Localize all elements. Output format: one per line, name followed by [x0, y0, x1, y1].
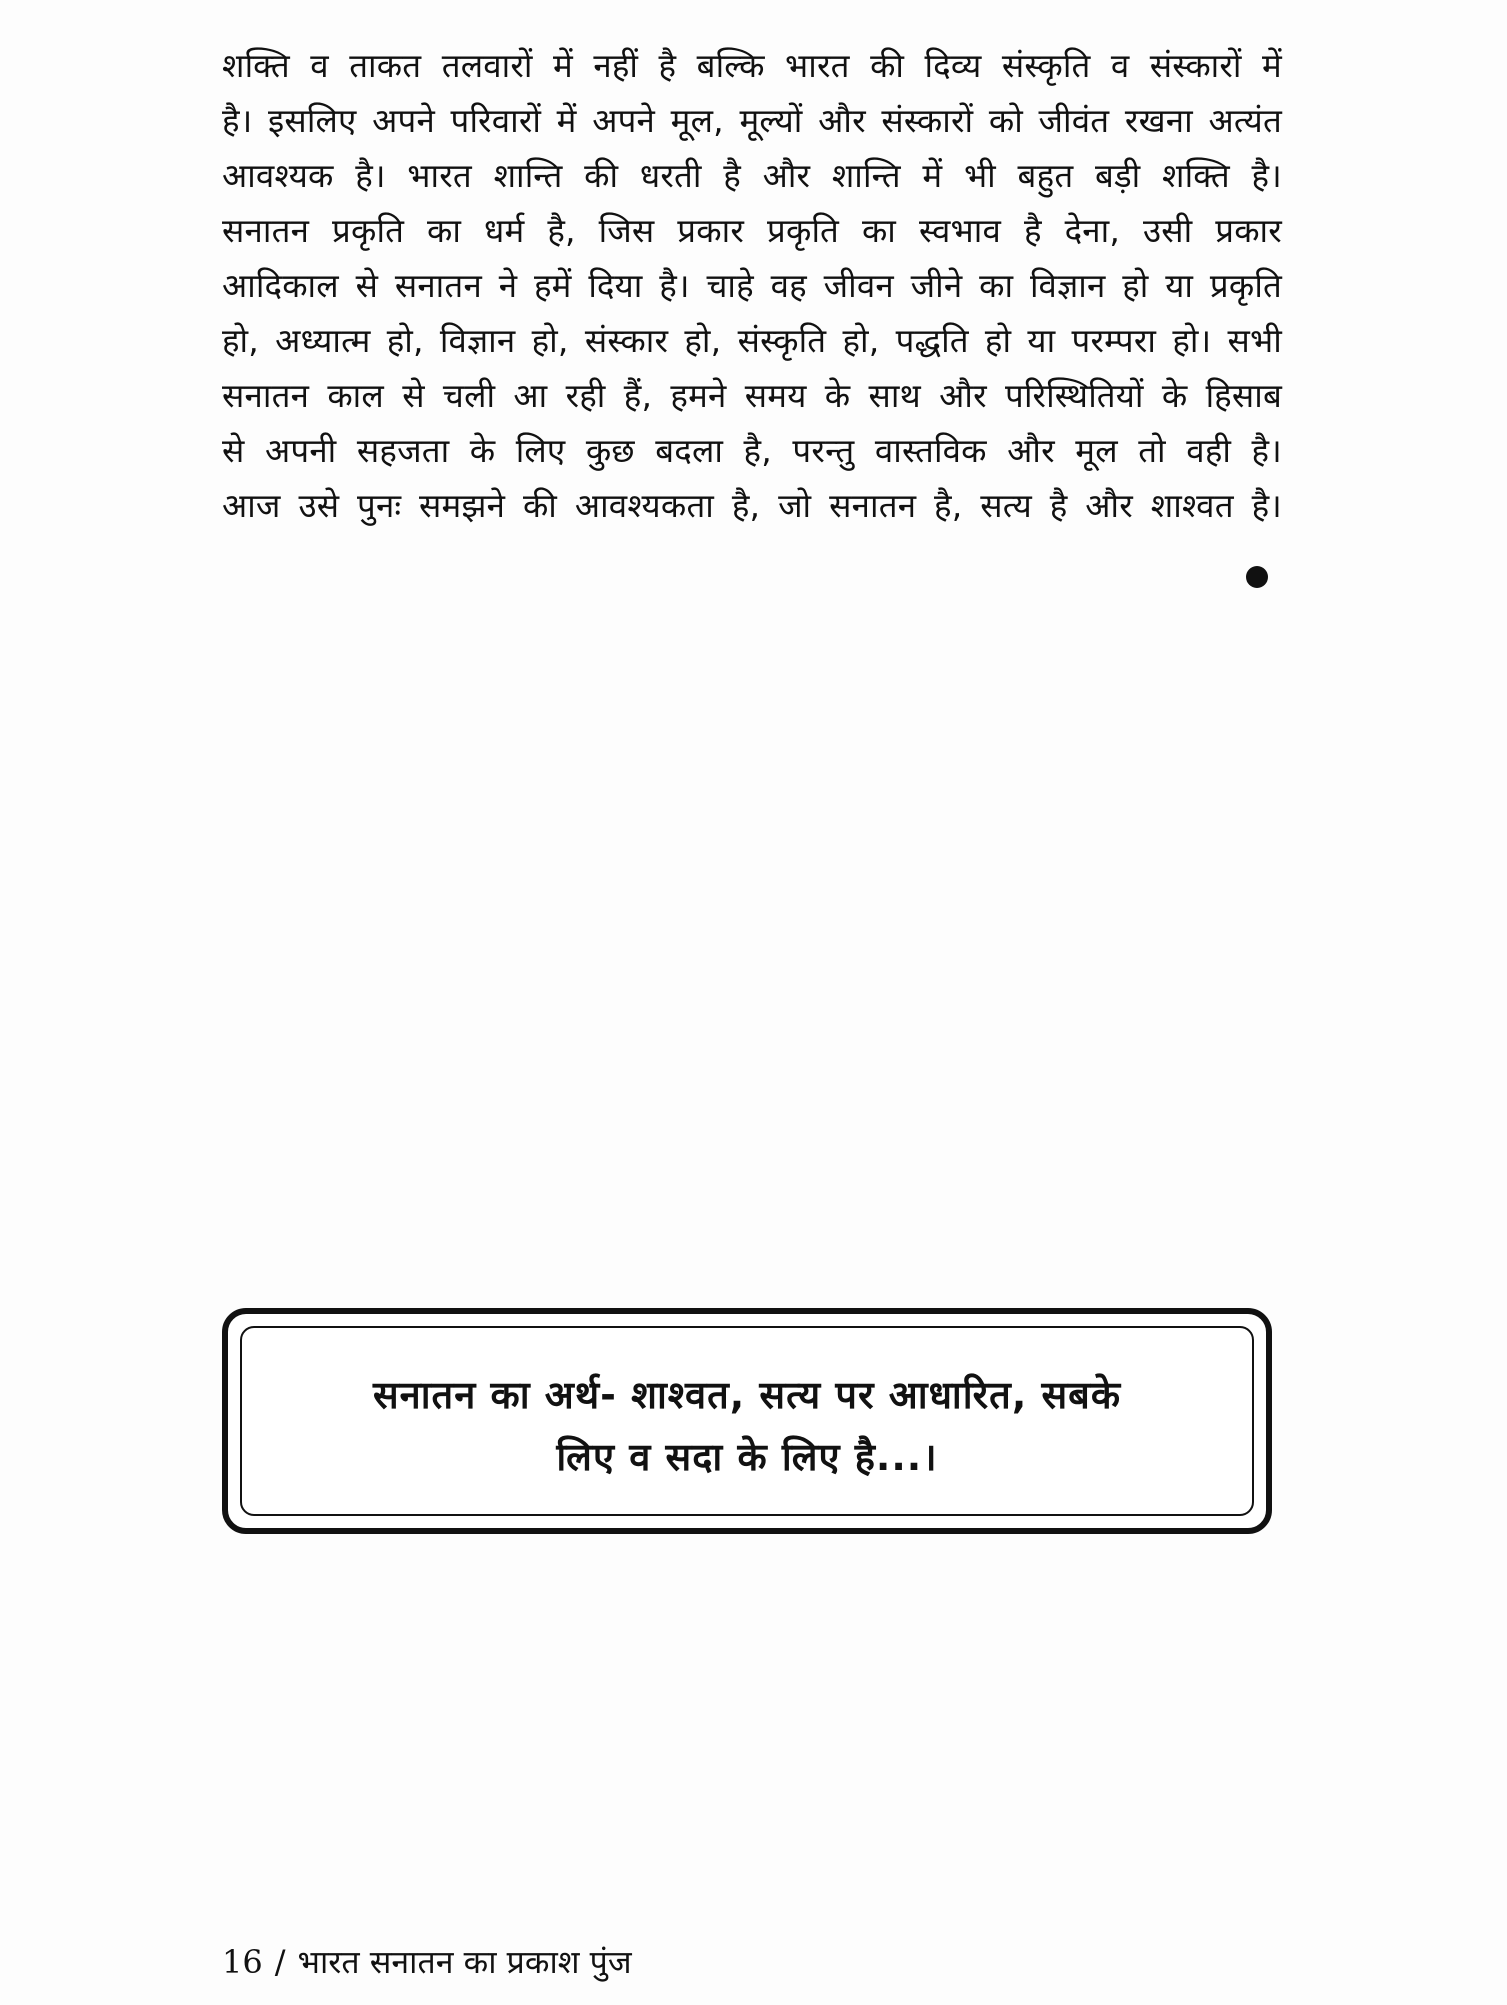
quote-line: लिए व सदा के लिए है...। — [556, 1435, 938, 1479]
quote-text — [278, 1364, 1216, 1488]
paragraph-line: से अपनी सहजता के लिए कुछ बदला है, परन्तु वास्तविक और मूल तो वही है। — [222, 431, 1282, 470]
quote-box — [222, 1308, 1272, 1534]
paragraph-line: आवश्यक है। भारत शान्ति की धरती है और शान्ति में भी बहुत बड़ी शक्ति है। — [222, 156, 1282, 195]
quote-line: सनातन का अर्थ- शाश्वत, सत्य पर आधारित, सबके — [372, 1373, 1122, 1417]
body-paragraph — [222, 38, 1282, 533]
page-footer — [222, 1942, 632, 1982]
book-title: भारत सनातन का प्रकाश पुंज — [297, 1943, 632, 1981]
paragraph-line: आदिकाल से सनातन ने हमें दिया है। चाहे वह जीवन जीने का विज्ञान हो या प्रकृति — [222, 266, 1282, 305]
paragraph-line: सनातन काल से चली आ रही हैं, हमने समय के साथ और परिस्थितियों के हिसाब — [222, 376, 1282, 415]
paragraph-line: शक्ति व ताकत तलवारों में नहीं है बल्कि भारत की दिव्य संस्कृति व संस्कारों में — [222, 46, 1282, 85]
paragraph-line: आज उसे पुनः समझने की आवश्यकता है, जो सनातन है, सत्य है और शाश्वत है। — [222, 486, 1282, 525]
footer-separator: / — [274, 1943, 286, 1981]
paragraph-line: सनातन प्रकृति का धर्म है, जिस प्रकार प्रकृति का स्वभाव है देना, उसी प्रकार — [222, 211, 1282, 250]
paragraph-line: हो, अध्यात्म हो, विज्ञान हो, संस्कार हो, संस्कृति हो, पद्धति हो या परम्परा हो। सभी — [222, 321, 1282, 360]
paragraph-line: है। इसलिए अपने परिवारों में अपने मूल, मूल्यों और संस्कारों को जीवंत रखना अत्यंत — [222, 101, 1282, 140]
page-number: 16 — [222, 1943, 263, 1981]
end-of-section-bullet-icon — [1246, 566, 1268, 588]
